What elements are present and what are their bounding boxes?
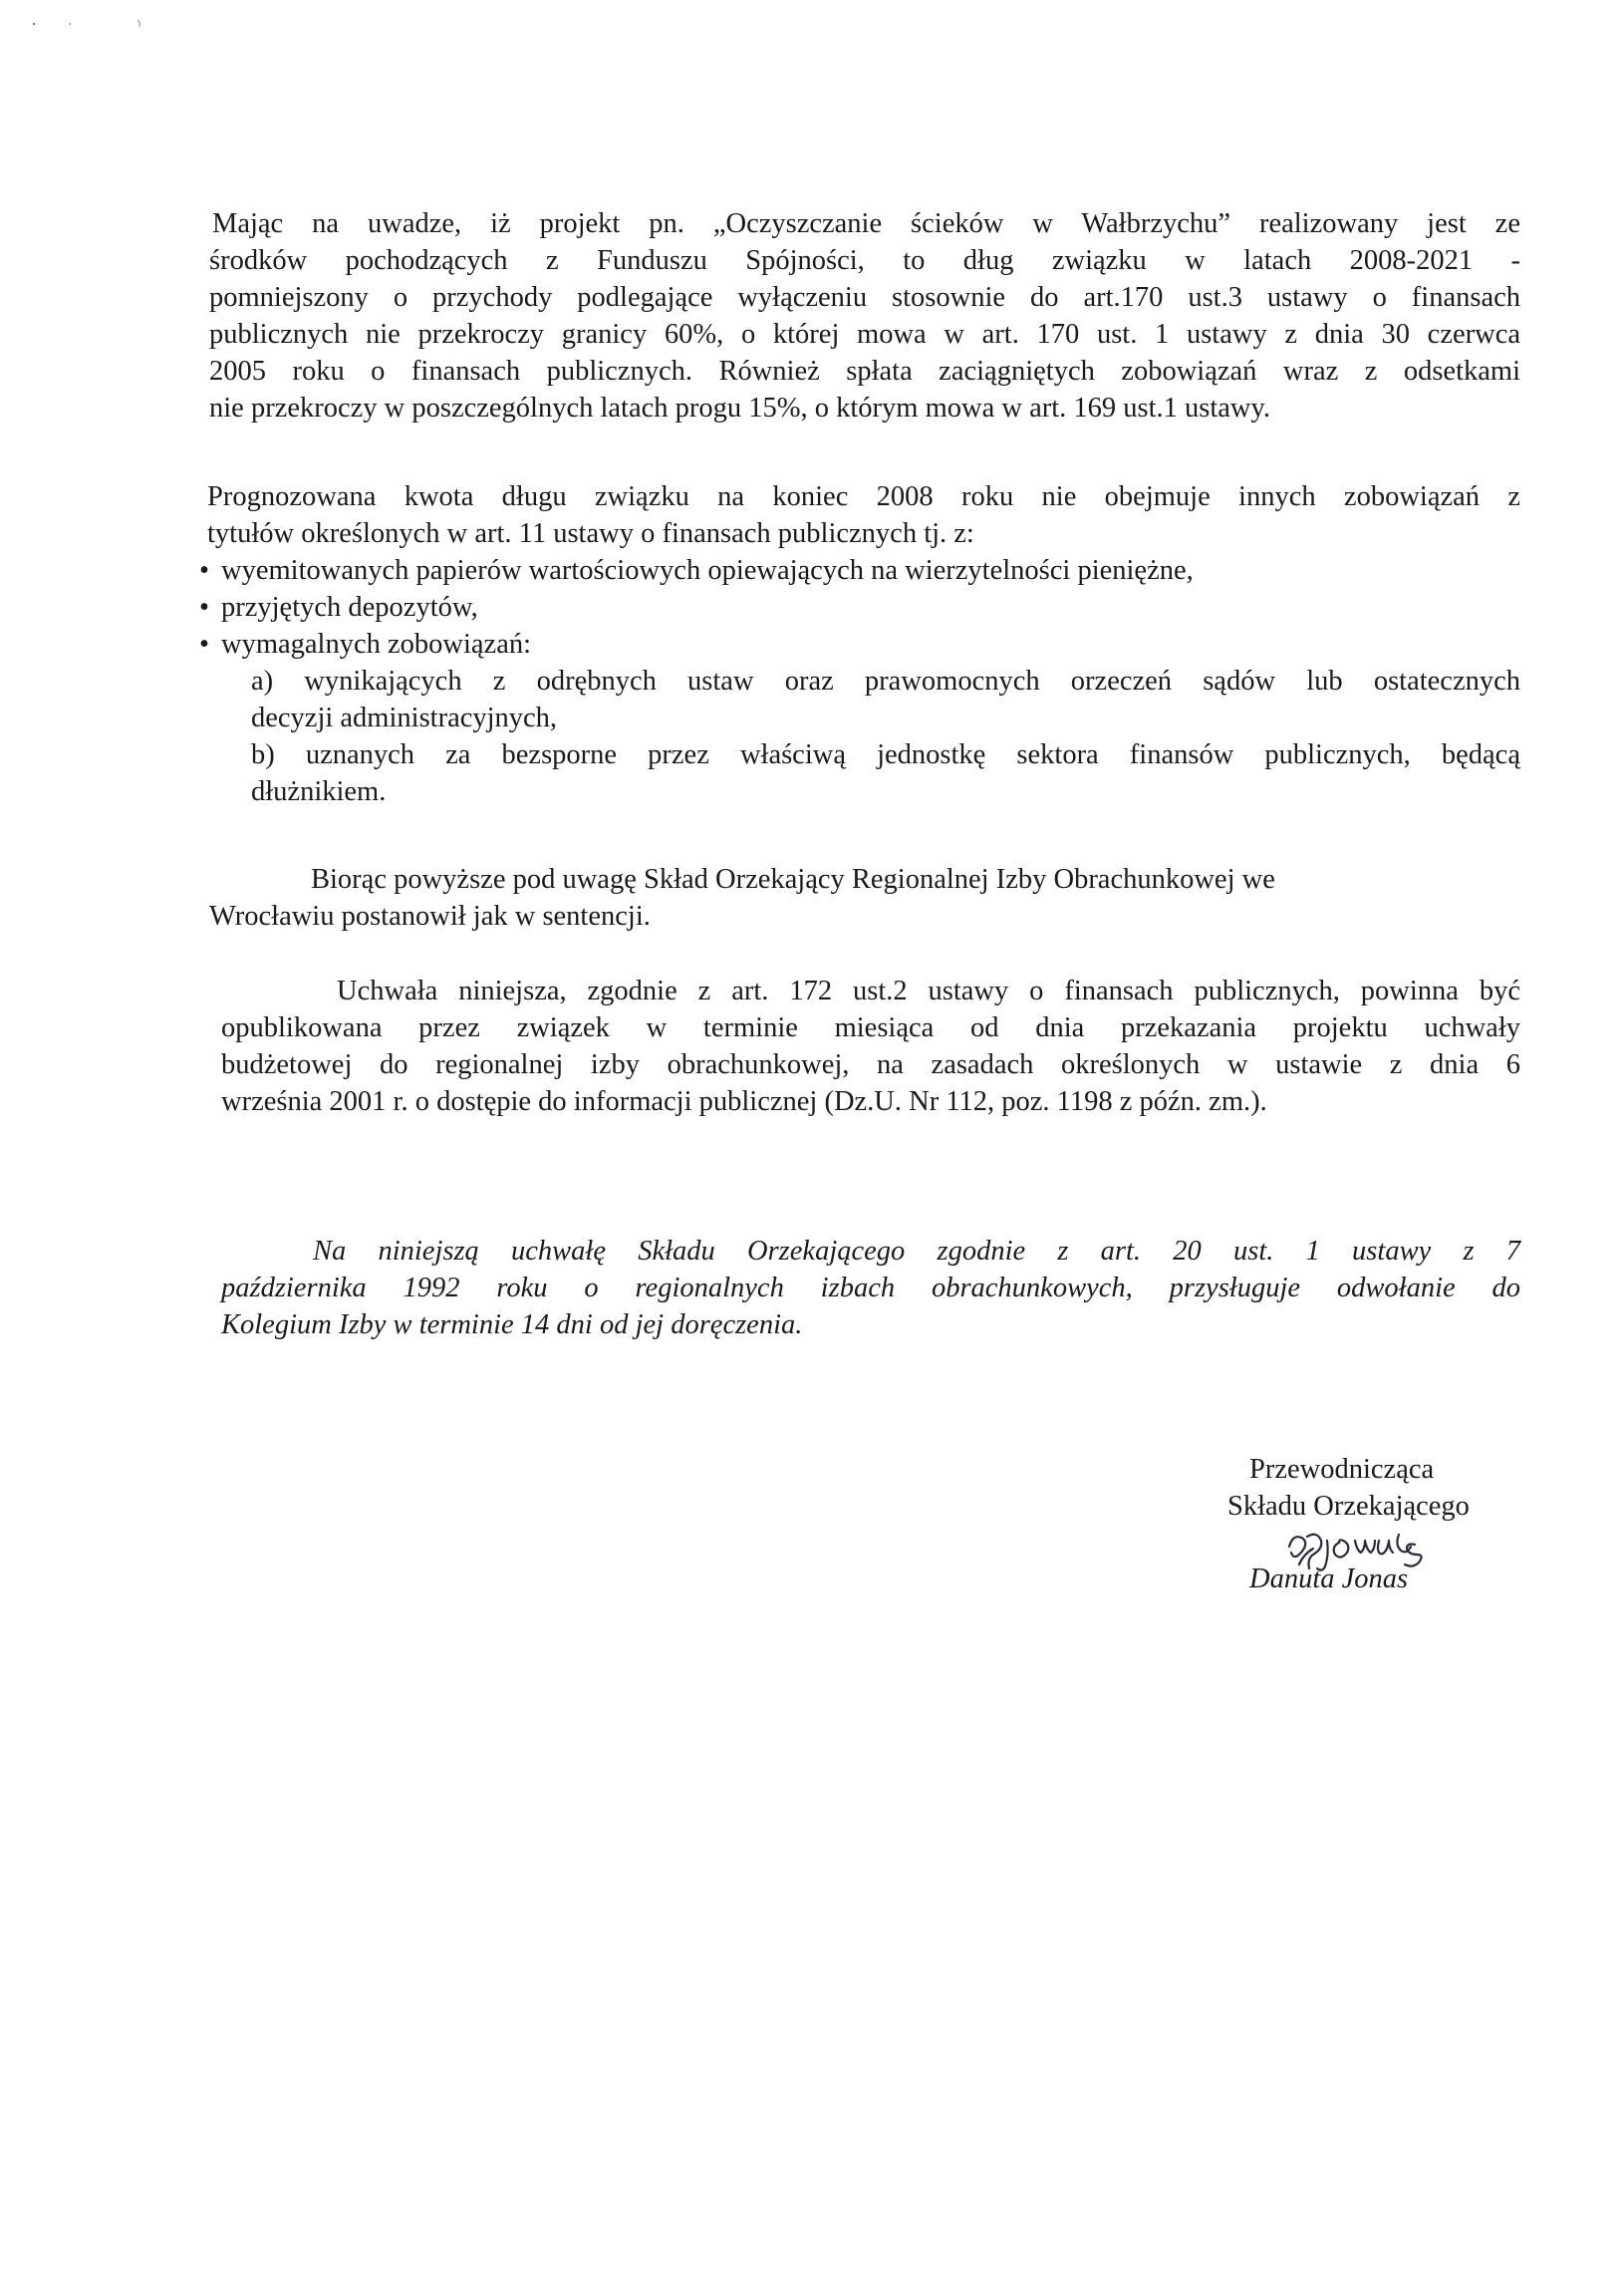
signatory-title: Przewodnicząca: [1249, 1454, 1435, 1485]
sub-item-b: [199, 736, 1520, 810]
paragraph-forecast-debt: [207, 478, 1520, 552]
obligations-list: [199, 552, 1520, 810]
text-line: Na niniejszą uchwałę Składu Orzekającego zgodnie z art. 20 ust. 1 ustawy z 7: [313, 1236, 1520, 1267]
text-line: 2005 roku o finansach publicznych. Również spłata zaciągniętych zobowiązań wraz z odsetkami: [209, 356, 1520, 387]
scan-artifact-marks: [30, 14, 149, 34]
paragraph-decision: [209, 861, 1455, 935]
list-item-text: przyjętych depozytów,: [221, 592, 478, 623]
bullet-icon: •: [199, 592, 209, 623]
text-line: września 2001 r. o dostępie do informacji publicznej (Dz.U. Nr 112, poz. 1198 z późn. zm.).: [221, 1086, 1267, 1117]
paragraph-debt-limit: [209, 205, 1520, 427]
list-item-text: wymagalnych zobowiązań:: [221, 629, 532, 660]
text-line: b) uznanych za bezsporne przez właściwą jednostkę sektora finansów publicznych, będącą: [251, 739, 1520, 770]
text-line: października 1992 roku o regionalnych izbach obrachunkowych, przysługuje odwołanie do: [221, 1273, 1520, 1303]
bullet-icon: •: [199, 555, 209, 586]
list-item: [199, 589, 1520, 626]
handwritten-signature-icon: [1283, 1527, 1473, 1584]
text-line: tytułów określonych w art. 11 ustawy o finansach publicznych tj. z:: [207, 518, 974, 549]
signatory-name: Danuta Jonas: [1249, 1564, 1409, 1594]
text-line: dłużnikiem.: [251, 776, 387, 807]
text-line: Wrocławiu postanowił jak w sentencji.: [209, 901, 651, 932]
text-line: pomniejszony o przychody podlegające wyłączeniu stosownie do art.170 ust.3 ustawy o finansach: [209, 282, 1520, 313]
bullet-icon: •: [199, 629, 209, 660]
list-item: [199, 552, 1520, 589]
text-line: publicznych nie przekroczy granicy 60%, o której mowa w art. 170 ust. 1 ustawy z dnia 30 czerwca: [209, 319, 1520, 350]
text-line: Mając na uwadze, iż projekt pn. „Oczyszczanie ścieków w Wałbrzychu” realizowany jest ze: [212, 208, 1520, 239]
list-item: [199, 626, 1520, 663]
text-line: a) wynikających z odrębnych ustaw oraz prawomocnych orzeczeń sądów lub ostatecznych: [251, 666, 1520, 697]
text-line: Uchwała niniejsza, zgodnie z art. 172 ust.2 ustawy o finansach publicznych, powinna być: [337, 976, 1520, 1006]
text-line: Kolegium Izby w terminie 14 dni od jej doręczenia.: [221, 1309, 803, 1340]
signatory-body: Składu Orzekającego: [1227, 1491, 1470, 1522]
paragraph-publication: [221, 973, 1520, 1120]
list-item-text: wyemitowanych papierów wartościowych opiewających na wierzytelności pieniężne,: [221, 555, 1194, 586]
text-line: nie przekroczy w poszczególnych latach progu 15%, o którym mowa w art. 169 ust.1 ustawy.: [209, 393, 1271, 424]
text-line: środków pochodzących z Funduszu Spójności, to dług związku w latach 2008-2021 -: [209, 245, 1520, 276]
text-line: decyzji administracyjnych,: [251, 703, 558, 733]
text-line: budżetowej do regionalnej izby obrachunkowej, na zasadach określonych w ustawie z dnia 6: [221, 1049, 1520, 1080]
text-line: opublikowana przez związek w terminie miesiąca od dnia przekazania projektu uchwały: [221, 1012, 1520, 1043]
text-line: Biorąc powyższe pod uwagę Skład Orzekający Regionalnej Izby Obrachunkowej we: [311, 864, 1275, 895]
paragraph-appeal-notice: [221, 1233, 1520, 1343]
sub-item-a: [199, 663, 1520, 736]
text-line: Prognozowana kwota długu związku na koniec 2008 roku nie obejmuje innych zobowiązań z: [207, 481, 1520, 512]
